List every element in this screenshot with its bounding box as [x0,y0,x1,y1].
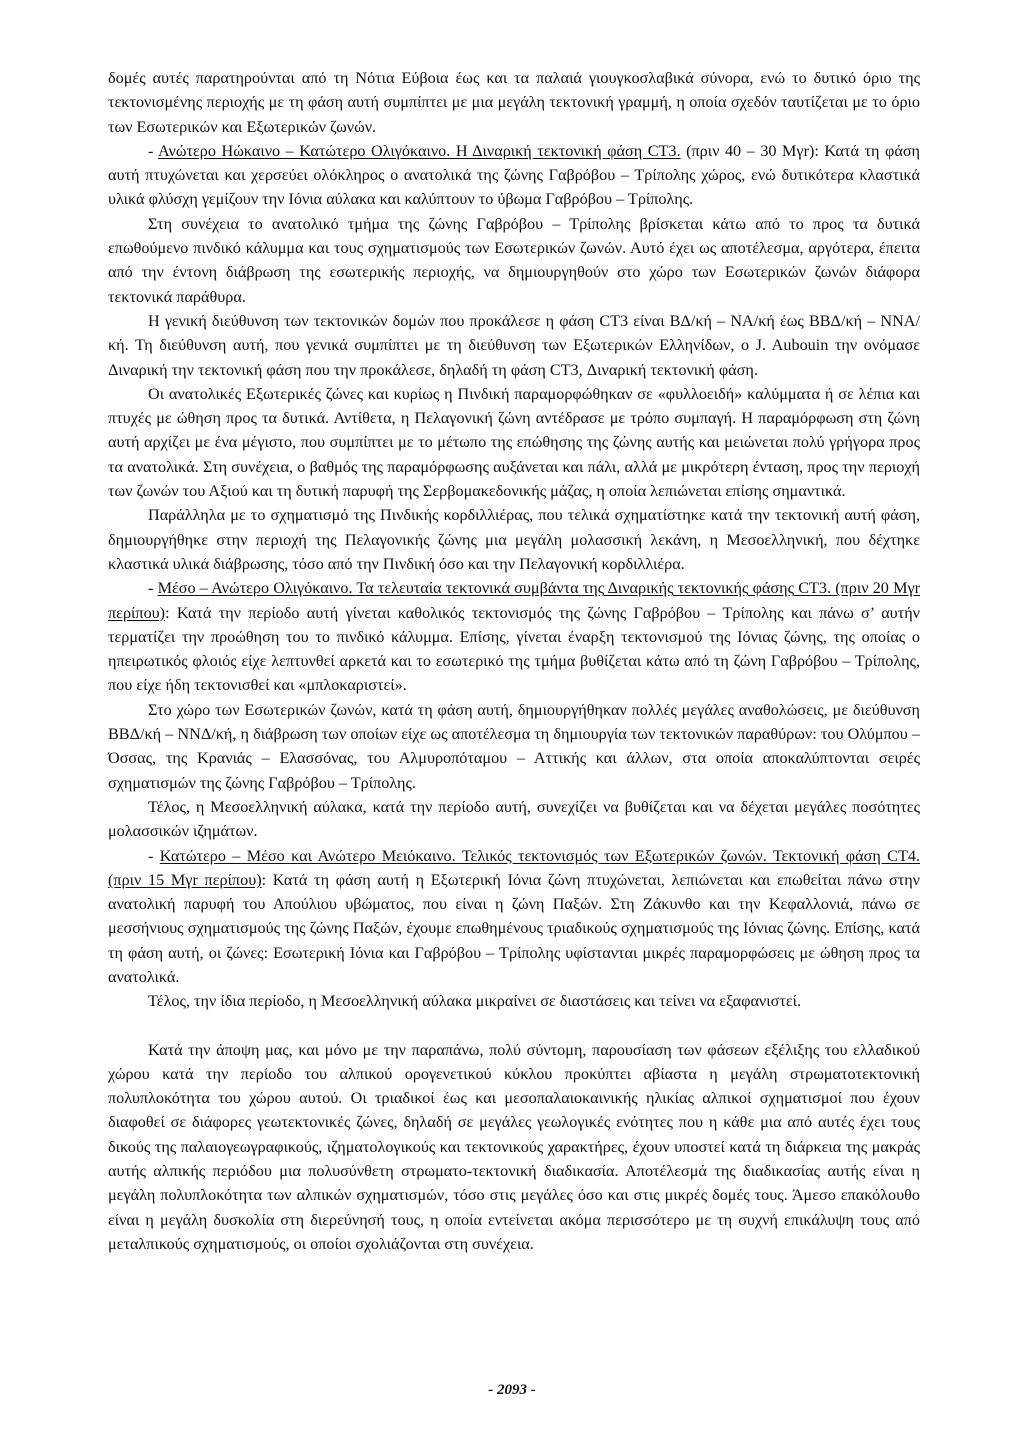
paragraph: Παράλληλα με το σχηματισμό της Πινδικής κορδιλλιέρας, που τελικά σχηματίστηκε κατά την τεκτονική αυτή φάση, δημιουργήθηκε στην περιοχή της Πελαγονικής ζώνης μια μεγάλη μολασσική λεκάνη, η Μεσοελληνική, που δέχτηκε κλαστικά υλικά διάβρωσης, τόσο από την Πινδική όσο και την Πελαγονική κορδιλλιέρα. [108,506,920,573]
paragraph: δομές αυτές παρατηρούνται από τη Νότια Εύβοια έως και τα παλαιά γιουγκοσλαβικά σύνορα, ενώ το δυτικό όριο της τεκτονισμένης περιοχής με τη φάση αυτή συμπίπτει με μια μεγάλη τεκτονική γραμμή, η οποία σχεδόν ταυτίζεται με το όριο των Εσωτερικών και Εξωτερικών ζωνών. [108,69,920,136]
section-dash: - [148,846,160,865]
section-text: (πριν 40 – 30 Μγr): Κατά τη φάση αυτή πτυχώνεται και χερσεύει ολόκληρος ο ανατολικά της ζώνης Γαβρόβου – Τρίπολης χώρος, ενώ δυτικότερα κλαστικά υλικά φλύσχη γεμίζουν την Ιόνια αύλακα και καλύπτουν το ύβωμα Γαβρόβου – Τρίπολης. [108,141,921,209]
section-heading: Μέσο – Ανώτερο Ολιγόκαινο. Τα τελευταία τεκτονικά συμβάντα της Διναρικής τεκτονικής φάσης CT3. (πριν 20 Μγr περίπου) [108,579,921,622]
paragraph: Τέλος, η Μεσοελληνική αύλακα, κατά την περίοδο αυτή, συνεχίζει να βυθίζεται και να δέχεται μεγάλες ποσότητες μολασσικών ιζημάτων. [108,797,920,841]
section-text: : Κατά την περίοδο αυτή γίνεται καθολικός τεκτονισμός της ζώνης Γαβρόβου – Τρίπολης και πάνω σ’ αυτήν τερματίζει την προώθηση του το πινδικό κάλυμμα. Επίσης, γίνεται έναρξη τεκτονισμού της Ιόνιας ζώνης, της οποίας ο ηπειρωτικός φλοιός είχε λεπτυνθεί αρκετά και το εσωτερικό της τμήμα βυθίζεται κάτω από τη ζώνη Γαβρόβου – Τρίπολης, που είχε ήδη τεκτονισθεί και «μπλοκαριστεί». [108,603,920,695]
section-heading: Ανώτερο Ηώκαινο – Κατώτερο Ολιγόκαινο. Η Διναρική τεκτονική φάση CT3. [158,141,681,160]
section-dash: - [148,141,159,160]
section-dash: - [148,579,158,598]
paragraph: Η γενική διεύθυνση των τεκτονικών δομών που προκάλεσε η φάση CT3 είναι ΒΔ/κή – ΝΑ/κή έως ΒΒΔ/κή – ΝΝΑ/κή. Τη διεύθυνση αυτή, που γενικά συμπίπτει με τη διεύθυνση των Εξωτερικών Ελληνίδων, ο J. Aubouin την ονόμασε Διναρική την τεκτονική φάση που την προκάλεσε, δηλαδή τη φάση CT3, Διναρική τεκτονική φάση. [108,311,920,379]
section-heading: Κατώτερο – Μέσο και Ανώτερο Μειόκαινο. Τελικός τεκτονισμός των Εξωτερικών ζωνών. Τεκτονική φάση CT4. (πριν 15 Μγr περίπου) [108,846,921,889]
section-paragraph-late-ct3 [108,576,920,697]
document-body [108,66,920,1256]
paragraph: Στη συνέχεια το ανατολικό τμήμα της ζώνης Γαβρόβου – Τρίπολης βρίσκεται κάτω από το προς τα δυτικά επωθούμενο πινδικό κάλυμμα και τους σχηματισμούς των Εσωτερικών ζωνών. Αυτό έχει ως αποτέλεσμα, αργότερα, έπειτα από την έντονη διάβρωση της εσωτερικής περιοχής, να δημιουργηθούν στο χώρο των Εσωτερικών ζωνών διάφορα τεκτονικά παράθυρα. [108,214,920,306]
page-number: - 2093 - [488,1382,536,1398]
paragraph: Τέλος, την ίδια περίοδο, η Μεσοελληνική αύλακα μικραίνει σε διαστάσεις και τείνει να εξαφανιστεί. [148,992,802,1011]
section-text: : Κατά τη φάση αυτή η Εξωτερική Ιόνια ζώνη πτυχώνεται, λεπιώνεται και επωθείται πάνω στην ανατολική παρυφή του Απούλιου υβώματος, που είναι η ζώνη Παξών. Στη Ζάκυνθο και την Κεφαλλονιά, πάνω σε μεσσήνιους σχηματισμούς της ζώνης Παξών, έχουμε επωθημένους τριαδικούς σχηματισμούς της Ιόνιας ζώνης. Επίσης, κατά τη φάση αυτή, οι ζώνες: Εσωτερική Ιόνια και Γαβρόβου – Τρίπολης υφίστανται μικρές παραμορφώσεις με ώθηση προς τα ανατολικά. [108,870,920,986]
paragraph: Στο χώρο των Εσωτερικών ζωνών, κατά τη φάση αυτή, δημιουργήθηκαν πολλές μεγάλες αναθολώσεις, με διεύθυνση ΒΒΔ/κή – ΝΝΔ/κή, η διάβρωση των οποίων είχε ως αποτέλεσμα τη δημιουργία των τεκτονικών παραθύρων: του Ολύμπου – Όσσας, της Κρανιάς – Ελασσόνας, του Αλμυροπόταμου – Αττικής και άλλων, στα οποία αποκαλύπτονται σειρές σχηματισμών της ζώνης Γαβρόβου – Τρίπολης. [108,700,920,792]
section-paragraph-ct4 [108,844,920,990]
paragraph: Οι ανατολικές Εξωτερικές ζώνες και κυρίως η Πινδική παραμορφώθηκαν σε «φυλλοειδή» καλύμματα ή σε λέπια και πτυχές με ώθηση προς τα δυτικά. Αντίθετα, η Πελαγονική ζώνη αντέδρασε με τρόπο συμπαγή. Η παραμόρφωση στη ζώνη αυτή αρχίζει με ένα μέγιστο, που συμπίπτει με το μέτωπο της επώθησης της ζώνης αυτής και μειώνεται πολύ γρήγορα προς τα ανατολικά. Στη συνέχεια, ο βαθμός της παραμόρφωσης αυξάνεται και πάλι, αλλά με μικρότερη ένταση, προς την περιοχή των ζωνών του Αξιού και τη δυτική παρυφή της Σερβομακεδονικής μάζας, η οποία λεπιώνεται επίσης σημαντικά. [108,384,920,501]
paragraph: Κατά την άποψη μας, και μόνο με την παραπάνω, πολύ σύντομη, παρουσίαση των φάσεων εξέλιξης του ελλαδικού χώρου κατά την περίοδο του αλπικού ορογενετικού κύκλου προκύπτει αβίαστα η μεγάλη στρωματοτεκτονική πολυπλοκότητα του χώρου αυτού. Οι τριαδικοί έως και μεσοπαλαιοκαινικής ηλικίας αλπικοί σχηματισμοί που έχουν διαφοθεί σε διάφορες γεωτεκτονικές ζώνες, δηλαδή σε μεγάλες γεωλογικές ενότητες που η κάθε μια από αυτές έχει τους δικούς της παλαιογεωγραφικούς, ιζηματολογικούς και τεκτονικούς χαρακτήρες, έχουν υποστεί κατά τη διάρκεια της μακράς αυτής αλπικής περιόδου μια πολυσύνθετη στρωματο-τεκτονική διαδικασία. Αποτέλεσμά της διαδικασίας αυτής είναι η μεγάλη πολυπλοκότητα των αλπικών σχηματισμών, τόσο στις μεγάλες όσο και στις μικρές δομές τους. Άμεσο επακόλουθο είναι η μεγάλη δυσκολία στη διερεύνησή τους, η οποία εντείνεται ακόμα περισσότερο με τη συχνή επικάλυψη τους από μεταλπικούς σχηματισμούς, οι οποίοι σχολιάζονται στη συνέχεια. [108,1040,920,1253]
section-paragraph-ct3 [108,139,920,212]
